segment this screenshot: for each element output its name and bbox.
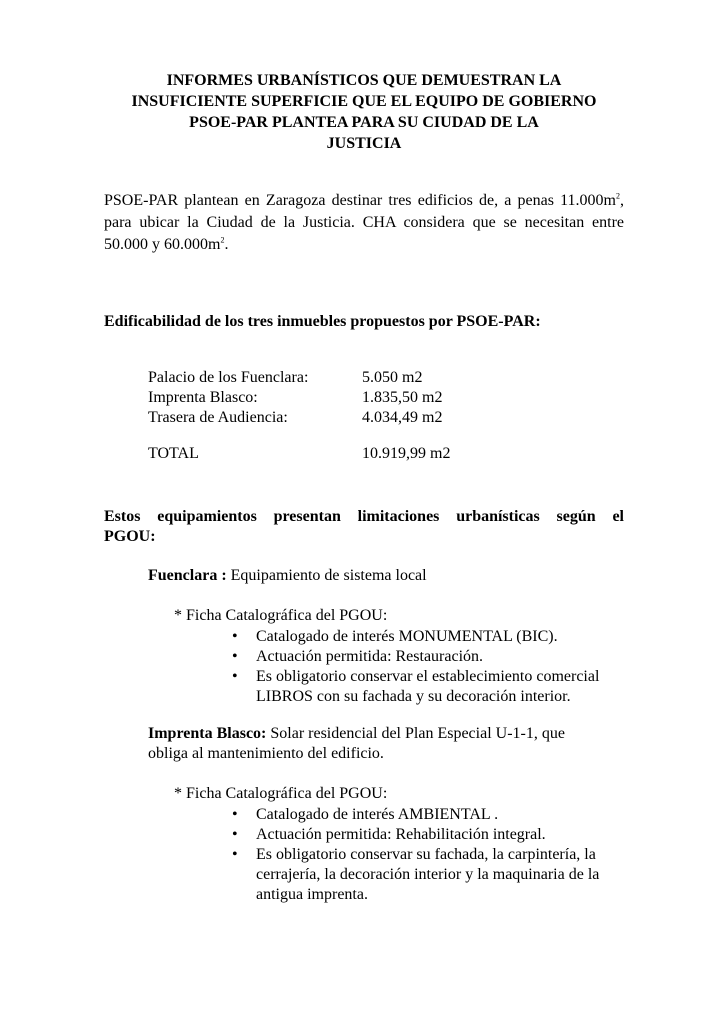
fuenclara-desc: Equipamiento de sistema local [230,567,427,584]
heading-word: urbanísticas [456,508,540,525]
bullet-icon: • [232,826,238,843]
bullet-text: Actuación permitida: Restauración. [256,648,484,665]
heading-word: presentan [273,508,341,525]
building-name: Palacio de los Fuenclara: [148,369,309,386]
heading-word: el [612,508,624,525]
page-title [104,70,624,154]
bullet-icon: • [232,648,238,665]
intro-text-3: . [224,236,229,253]
intro-paragraph [104,190,624,256]
fuenclara-bullets [232,627,632,707]
bullet-icon: • [232,628,238,645]
intro-text-2: , para ubicar la Ciudad de la Justicia. CHA considera que se necesitan entre 50.000 y 60.000m [104,192,624,253]
bullet-text: Es obligatorio conservar su fachada, la carpintería, la cerrajería, la decoración interior y la maquinaria de la antigua imprenta. [256,846,600,903]
heading-edificabilidad: Edificabilidad de los tres inmuebles propuestos por PSOE-PAR: [104,313,541,330]
list-item [232,627,632,647]
list-item [232,825,632,845]
title-line-4: JUSTICIA [326,135,402,152]
bullet-text: Catalogado de interés MONUMENTAL (BIC). [256,628,558,645]
building-area: 1.835,50 m2 [362,389,443,406]
imprenta-label: Imprenta Blasco: [148,725,267,742]
list-item [232,667,632,707]
intro-superscript-1: 2 [616,191,620,201]
total-row [148,444,548,464]
imprenta-bullets [232,805,632,905]
bullet-text: Catalogado de interés AMBIENTAL . [256,806,499,823]
imprenta-ficha: * Ficha Catalográfica del PGOU: [174,785,388,802]
heading-limitaciones [104,507,624,547]
building-name: Imprenta Blasco: [148,389,258,406]
total-area: 10.919,99 m2 [362,445,451,462]
heading-word: según [556,508,596,525]
list-item [232,805,632,825]
title-line-2: INSUFICIENTE SUPERFICIE QUE EL EQUIPO DE GOBIERNO [131,93,597,110]
section-fuenclara [148,566,628,586]
intro-superscript-2: 2 [220,235,225,245]
intro-text-1: PSOE-PAR plantean en Zaragoza destinar tres edificios de, a penas 11.000m [104,192,616,209]
heading-word: equipamientos [157,508,257,525]
list-item [232,845,632,905]
bullet-text: Actuación permitida: Rehabilitación integral. [256,826,546,843]
heading-word: Estos [104,508,141,525]
table-row [148,368,548,388]
bullet-icon: • [232,806,238,823]
fuenclara-label: Fuenclara : [148,567,227,584]
section-imprenta [148,724,608,764]
bullet-icon: • [232,846,238,863]
bullet-text: Es obligatorio conservar el establecimiento comercial LIBROS con su fachada y su decoración interior. [256,668,600,705]
list-item [232,647,632,667]
total-label: TOTAL [148,445,199,462]
table-row [148,388,548,408]
heading-word: limitaciones [357,508,440,525]
buildings-table [148,368,548,428]
imprenta-desc: Solar residencial del Plan Especial U-1-1, que obliga al mantenimiento del edificio. [148,725,565,762]
fuenclara-ficha: * Ficha Catalográfica del PGOU: [174,607,388,624]
building-name: Trasera de Audiencia: [148,409,288,426]
building-area: 4.034,49 m2 [362,409,443,426]
building-area: 5.050 m2 [362,369,423,386]
table-row [148,408,548,428]
title-line-1: INFORMES URBANÍSTICOS QUE DEMUESTRAN LA [166,72,562,89]
heading-line-2: PGOU: [104,528,156,545]
title-line-3: PSOE-PAR PLANTEA PARA SU CIUDAD DE LA [189,114,539,131]
bullet-icon: • [232,668,238,685]
